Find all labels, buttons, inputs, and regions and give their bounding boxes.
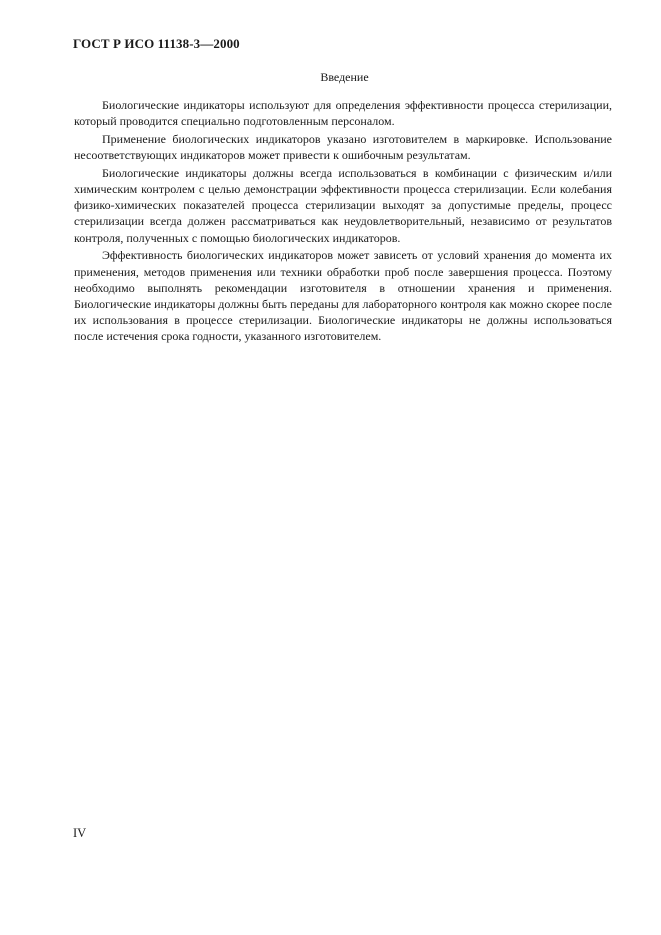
paragraph: Эффективность биологических индикаторов может зависеть от условий хранения до момента их применения, методов применения или техники обработки проб после завершения процесса. Поэтому необходимо выполнять рекомендации изготовителя в отношении хранения и применения. Биологические индикаторы должны быть переданы для лабораторного контроля как можно скорее после их использования в процессе стерилизации. Биологические индикаторы не должны использоваться после истечения срока годности, указанного изготовителем. [74, 248, 612, 344]
document-header: ГОСТ Р ИСО 11138-3—2000 [73, 36, 240, 51]
paragraph: Биологические индикаторы должны всегда использоваться в комбинации с физическим и/или химическим контролем с целью демонстрации эффективности процесса стерилизации. Если колебания физико-химических показателей процесса стерилизации выходят за допустимые пределы, процесс стерилизации всегда должен рассматриваться как неудовлетворительный, независимо от результатов контроля, полученных с помощью биологических индикаторов. [74, 165, 612, 245]
page-number: IV [73, 826, 87, 840]
paragraph: Биологические индикаторы используют для определения эффективности процесса стерилизации, который проводится специально подготовленным персоналом. [74, 98, 612, 129]
paragraph: Применение биологических индикаторов указано изготовителем в маркировке. Использование несоответствующих индикаторов может привести к ошибочным результатам. [74, 131, 612, 163]
section-title: Введение [320, 70, 369, 84]
body-text [74, 97, 612, 346]
